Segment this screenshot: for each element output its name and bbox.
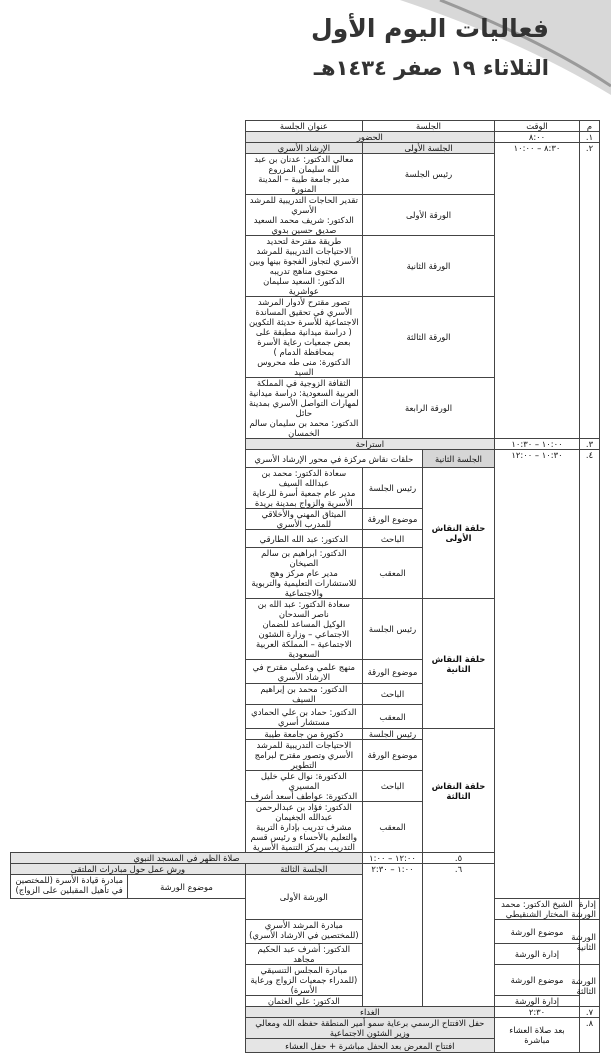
row-title-secondary: افتتاح المعرض بعد الحفل مباشرة + حفل العشاء <box>245 1039 494 1053</box>
role-label: الورقة الأولى <box>363 195 495 236</box>
role-label: المعقب <box>363 705 423 729</box>
cell-line: الدكتور: شريف محمد السعيد صديق حسين بدوي <box>253 215 354 235</box>
row-num: ٤. <box>580 450 600 899</box>
row-num: ٣. <box>580 439 600 450</box>
workshop-1: الورشة الأولى <box>245 875 362 920</box>
role-label: الباحث <box>363 530 423 548</box>
cell-line: مبادرة المجلس التنسيقي (للمدراء جمعيات الزواج ورعاية الأسرة) <box>245 965 362 996</box>
discussion-circle-1: حلقة النقاش الأولى <box>423 468 495 599</box>
table-row <box>11 450 600 468</box>
table-row <box>11 996 600 1007</box>
cell-line: مستشار أسري <box>277 716 330 727</box>
cell-line: تصور مقترح لأدوار المرشد الأسري في تحقيق المساندة الاجتماعية للأسرة حديثة التكوين ( دراسة ميدانية مطبقة على بعض جمعيات رعاية الأسرة بمحافظة الدمام ) <box>248 297 359 357</box>
row-title: حلقات نقاش مركزة في محور الإرشاد الأسري <box>245 450 422 468</box>
cell-line: منهج علمي وعملي مقترح في الارشاد الأسري <box>245 660 362 684</box>
session-name: الجلسة الثالثة <box>245 864 362 875</box>
role-label: موضوع الورشة <box>495 965 580 996</box>
table-row <box>11 1018 600 1039</box>
cell-line: الدكتورة: عواطف أسعد أشرف <box>250 791 358 801</box>
role-label: إدارة الورشة <box>580 899 600 920</box>
row-num: ٥. <box>423 853 495 864</box>
row-num: ٧. <box>580 1007 600 1018</box>
table-header-row <box>11 121 600 132</box>
row-time: ١٠:٠٠ – ١٠:٣٠ <box>495 439 580 450</box>
cell-line: الدكتور: عبد الله الطارقي <box>245 530 362 548</box>
role-label: إدارة الورشة <box>495 944 580 965</box>
schedule-table <box>10 120 600 1053</box>
role-label: المعقب <box>363 802 423 853</box>
role-label: الباحث <box>363 771 423 802</box>
role-label: المعقب <box>363 548 423 599</box>
role-label: موضوع الورقة <box>363 660 423 684</box>
table-row <box>11 944 600 965</box>
table-row <box>11 920 600 944</box>
cell-line: الميثاق المهني والأخلاقي للمدرب الأسري <box>245 509 362 530</box>
header-session: الجلسة <box>363 121 495 132</box>
cell-line: مدير جامعة طيبة – المدينة المنورة <box>258 174 350 194</box>
cell-line: الدكتور: ابراهيم بن سالم الصيخان <box>261 548 347 568</box>
row-time: ١٠:٣٠ – ١٢:٠٠ <box>495 450 580 899</box>
role-label: الورقة الثانية <box>363 236 495 297</box>
role-label: الورقة الرابعة <box>363 378 495 439</box>
row-title: الحضور <box>245 132 494 143</box>
cell-line: الدكتور: فؤاد بن عبدالرحمن عبدالله الجغيمان <box>255 802 352 822</box>
table-row <box>11 132 600 143</box>
cell-line: الثقافة الزوجية في المملكة العربية السعودية: دراسة ميدانية لمهارات التواصل الأسري بمدينة حائل <box>248 378 359 418</box>
table-row <box>11 143 600 154</box>
cell-line: مدير عام مركز وهج للاستشارات التعليمية والتربوية والاجتماعية <box>251 568 357 598</box>
table-row <box>11 1007 600 1018</box>
role-label: موضوع الورقة <box>363 509 423 530</box>
row-num: ٢. <box>580 143 600 439</box>
row-num: ٦. <box>423 864 495 1007</box>
row-time: ١٢:٠٠ – ١:٠٠ <box>363 853 423 864</box>
cell-line: تقدير الحاجات التدريبية للمرشد الأسري <box>249 195 358 215</box>
session-name: الجلسة الأولى <box>363 143 495 154</box>
row-title: ورش عمل حول مبادرات الملتقى <box>11 864 246 875</box>
row-title: الغداء <box>245 1007 494 1018</box>
role-label: رئيس الجلسة <box>363 468 423 509</box>
page-title: فعاليات اليوم الأول <box>311 14 549 43</box>
cell-line: معالي الدكتور: عدنان بن عبد الله سليمان المزروع <box>254 154 354 174</box>
workshop-3: الورشة الثالثة <box>580 965 600 1007</box>
cell-line: مدير عام جمعية أسرة للرعاية الأسرية والزواج بمدينة بريدة <box>252 488 356 508</box>
row-num: ٨. <box>580 1018 600 1053</box>
cell-line: الاحتياجات التدريبية للمرشد الأسري وتصور مقترح لبرامج التطوير <box>245 740 362 771</box>
role-label: الورقة الثالثة <box>363 297 495 378</box>
workshop-2: الورشة الثانية <box>580 920 600 965</box>
table-row <box>11 439 600 450</box>
page-subtitle-date: الثلاثاء ١٩ صفر ١٤٣٤هـ <box>313 56 549 80</box>
table-row <box>11 965 600 996</box>
row-num: ١. <box>580 132 600 143</box>
role-label: الباحث <box>363 684 423 705</box>
header-num: م <box>580 121 600 132</box>
cell-line: الدكتور: حماد بن علي الحمادي <box>251 706 357 717</box>
row-time: ٢:٣٠ <box>495 1007 580 1018</box>
cell-line: سعادة الدكتور: محمد بن عبدالله السيف <box>261 468 347 488</box>
cell-line: الدكتور: علي العثمان <box>245 996 362 1007</box>
cell-line: سعادة الدكتور: عبد الله بن ناصر السدحان <box>257 599 350 619</box>
cell-line: مبادرة المرشد الأسري (للمختصين في الارشاد الأسري) <box>245 920 362 944</box>
role-label: موضوع الورشة <box>495 920 580 944</box>
cell-line: الدكتور: محمد بن سليمان سالم الخمسان <box>249 418 359 438</box>
row-title: الإرشاد الأسري <box>245 143 362 154</box>
cell-line: الدكتور: محمد بن إبراهيم السيف <box>245 684 362 705</box>
role-label: موضوع الورقة <box>363 740 423 771</box>
cell-line: الدكتور: أشرف عبد الحكيم مجاهد <box>245 944 362 965</box>
row-time: بعد صلاة العشاء مباشرة <box>495 1018 580 1053</box>
cell-line: الدكتورة: نوال علي خليل المسيري <box>260 771 347 791</box>
cell-line: مبادرة قيادة الأسرة (للمختصين في تأهيل المقبلين على الزواج) <box>11 875 128 899</box>
role-label: رئيس الجلسة <box>363 154 495 195</box>
role-label: رئيس الجلسة <box>363 729 423 740</box>
cell-line: طريقة مقترحة لتحديد الاحتياجات التدريبية للمرشد الأسري لتجاوز الفجوة بينها وبين محتوى مناهج تدريبه <box>249 236 359 276</box>
row-title: حفل الافتتاح الرسمي برعاية سمو أمير المنطقة حفظه الله ومعالي وزير الشئون الاجتماعية <box>245 1018 494 1039</box>
cell-line: الوكيل المساعد للضمان الاجتماعي – وزارة الشئون الاجتماعية – المملكة العربية السعودية <box>255 619 352 659</box>
cell-line: مشرف تدريب بإدارة التربية والتعليم بالأحساء و رئيس قسم التدريب بمركز التنمية الأسرية <box>250 822 358 852</box>
cell-line: دكتورة من جامعة طيبة <box>245 729 362 740</box>
discussion-circle-3: حلقة النقاش الثالثة <box>423 729 495 853</box>
header-time: الوقت <box>495 121 580 132</box>
row-time: ١:٠٠ – ٢:٣٠ <box>363 864 423 1007</box>
cell-line: الدكتورة: منى طه محروس السيد <box>257 357 351 377</box>
role-label: رئيس الجلسة <box>363 599 423 660</box>
discussion-circle-2: حلقة النقاش الثانية <box>423 599 495 729</box>
session-name: الجلسة الثانية <box>423 450 495 468</box>
row-time: ٨:٠٠ <box>495 132 580 143</box>
row-title: استراحة <box>245 439 494 450</box>
cell-line: الدكتور: السعيد سليمان عواشرية <box>263 276 345 296</box>
cell-line: الشيخ الدكتور: محمد المختار الشنقيطي <box>495 899 580 920</box>
role-label: موضوع الورشة <box>128 875 245 899</box>
row-time: ٨:٣٠ – ١٠:٠٠ <box>495 143 580 439</box>
header-title: عنوان الجلسة <box>245 121 362 132</box>
row-title: صلاة الظهر في المسجد النبوي <box>11 853 363 864</box>
role-label: إدارة الورشة <box>495 996 580 1007</box>
